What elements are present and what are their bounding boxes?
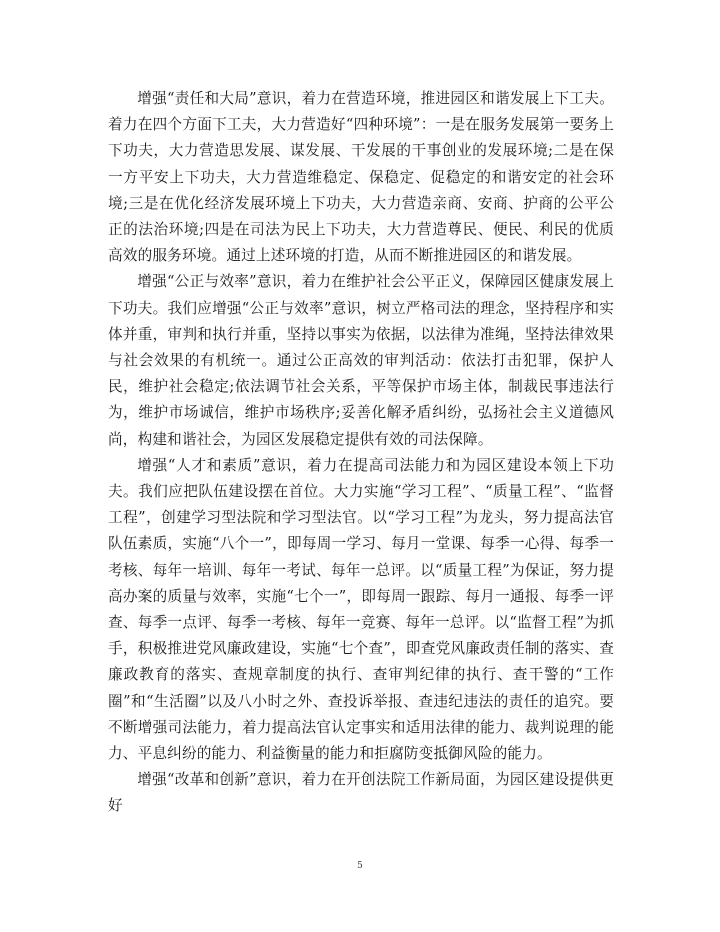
paragraph-responsibility: 增强“责任和大局”意识，着力在营造环境，推进园区和谐发展上下工夫。着力在四个方面下工夫，大力营造好“四种环境”：一是在服务发展第一要务上下功夫，大力营造思发展、谋发展、干发展的干事创业的发展环境;二是在保一方平安上下功夫，大力营造维稳定、保稳定、促稳定的和谐安定的社会环境;三是在优化经济发展环境上下功夫，大力营造亲商、安商、护商的公平公正的法治环境;四是在司法为民上下功夫，大力营造尊民、便民、利民的优质高效的服务环境。通过上述环境的打造，从而不断推进园区的和谐发展。 bbox=[108, 90, 614, 265]
paragraph-talent-quality: 增强“人才和素质”意识，着力在提高司法能力和为园区建设本领上下功夫。我们应把队伍建设摆在首位。大力实施“学习工程”、“质量工程”、“监督工程”，创建学习型法院和学习型法官。以“学习工程”为龙头，努力提高法官队伍素质，实施“八个一”，即每周一学习、每月一堂课、每季一心得、每季一考核、每年一培训、每年一考试、每年一总评。以“质量工程”为保证，努力提高办案的质量与效率，实施“七个一”，即每周一跟踪、每月一通报、每季一评查、每季一点评、每季一考核、每年一竞赛、每年一总评。以“监督工程”为抓手，积极推进党风廉政建设，实施“七个查”，即查党风廉政责任制的落实、查廉政教育的落实、查规章制度的执行、查审判纪律的执行、查干警的“工作圈”和“生活圈”以及八小时之外、查投诉举报、查违纪违法的责任的追究。要不断增强司法能力，着力提高法官认定事实和适用法律的能力、裁判说理的能力、平息纠纷的能力、利益衡量的能力和拒腐防变抵御风险的能力。 bbox=[108, 456, 614, 763]
paragraph-reform-innovation: 增强“改革和创新”意识，着力在开创法院工作新局面，为园区建设提供更好 bbox=[108, 771, 614, 815]
page-number: 5 bbox=[357, 861, 363, 871]
document-body bbox=[108, 86, 614, 820]
paragraph-fairness-efficiency: 增强“公正与效率”意识，着力在维护社会公平正义，保障园区健康发展上下功夫。我们应增强“公正与效率”意识，树立严格司法的理念，坚持程序和实体并重，审判和执行并重，坚持以事实为依据，以法律为准绳，坚持法律效果与社会效果的有机统一。通过公正高效的审判活动：依法打击犯罪，保护人民，维护社会稳定;依法调节社会关系，平等保护市场主体，制裁民事违法行为，维护市场诚信，维护市场秩序;妥善化解矛盾纠纷，弘扬社会主义道德风尚，构建和谐社会，为园区发展稳定提供有效的司法保障。 bbox=[108, 273, 614, 448]
